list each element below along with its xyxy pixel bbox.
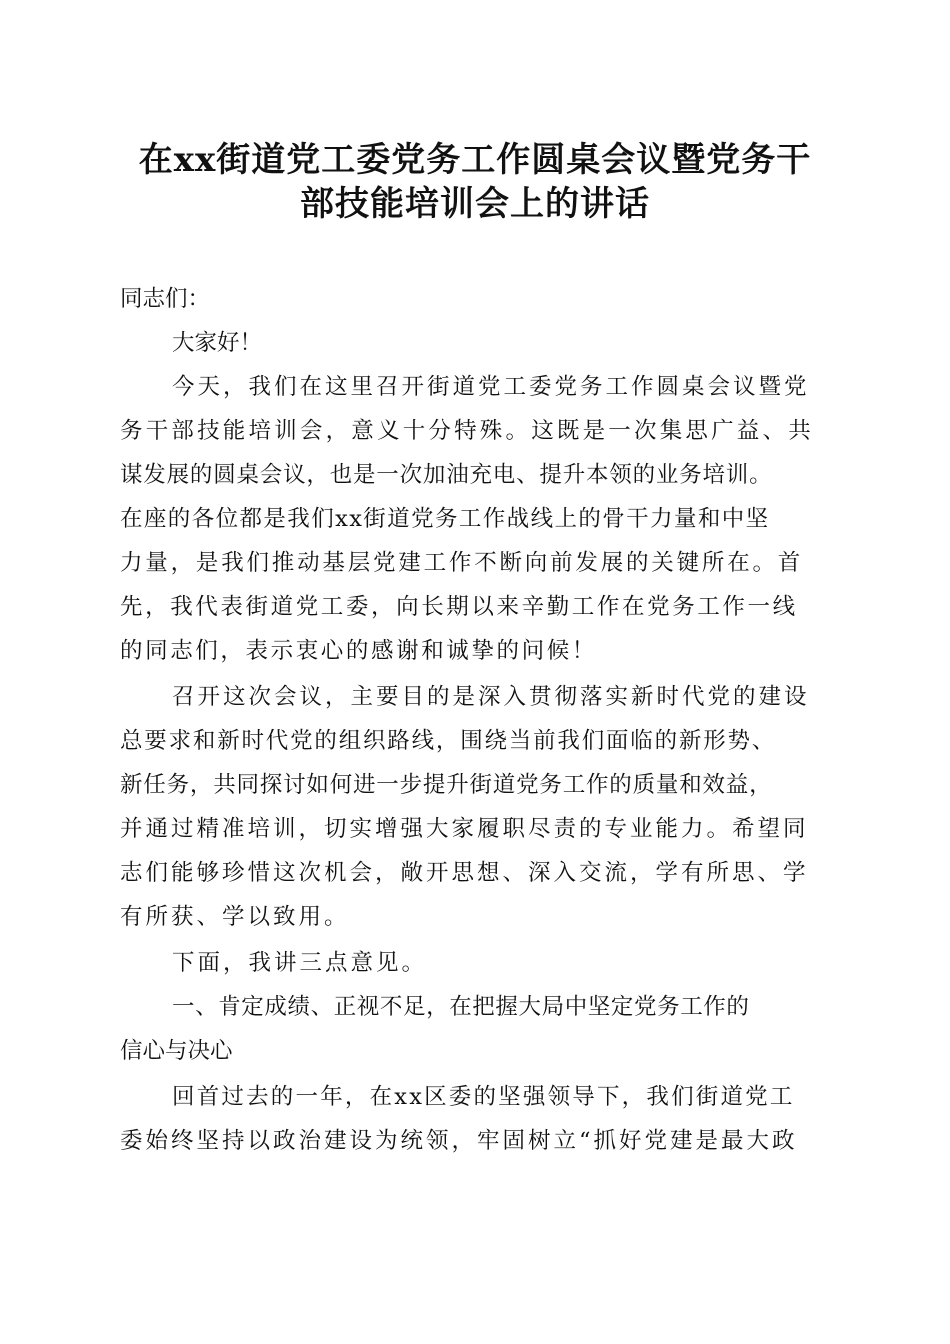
paragraph-1-line: 谋发展的圆桌会议，也是一次加油充电、提升本领的业务培训。 [120,462,773,488]
paragraph-4-line: 回首过去的一年，在xx区委的坚强领导下，我们街道党工 [172,1084,795,1110]
paragraph-1-line: 在座的各位都是我们xx街道党务工作战线上的骨干力量和中坚 [120,506,770,532]
paragraph-2-line: 召开这次会议，主要目的是深入贯彻落实新时代党的建设 [172,684,810,710]
paragraph-2-line: 新任务，共同探讨如何进一步提升街道党务工作的质量和效益， [120,772,773,798]
paragraph-2-line: 并通过精准培训，切实增强大家履职尽责的专业能力。希望同 [120,816,809,842]
paragraph-2-line: 总要求和新时代党的组织路线，围绕当前我们面临的新形势、 [120,728,777,754]
paragraph-1-line: 先，我代表街道党工委，向长期以来辛勤工作在党务工作一线 [120,594,798,620]
paragraph-2-line: 有所获、学以致用。 [120,904,350,930]
paragraph-1-line: 今天，我们在这里召开街道党工委党务工作圆桌会议暨党 [172,374,810,400]
paragraph-3: 下面，我讲三点意见。 [172,950,428,976]
document-title-line-1: 在xx街道党工委党务工作圆桌会议暨党务干 [138,140,812,180]
section-1-heading-line: 信心与决心 [120,1038,233,1064]
paragraph-4-line: 委始终坚持以政治建设为统领，牢固树立“抓好党建是最大政 [120,1128,798,1154]
section-1-heading-line: 一、肯定成绩、正视不足，在把握大局中坚定党务工作的 [172,994,750,1020]
salutation: 同志们： [120,286,211,312]
paragraph-1-line: 力量，是我们推动基层党建工作不断向前发展的关键所在。首 [120,550,804,576]
document-title-line-2: 部技能培训会上的讲话 [300,184,650,224]
paragraph-2-line: 志们能够珍惜这次机会，敞开思想、深入交流，学有所思、学 [120,860,809,886]
paragraph-1-line: 的同志们，表示衷心的感谢和诚挚的问候！ [120,638,597,664]
greeting: 大家好！ [172,330,263,356]
paragraph-1-line: 务干部技能培训会，意义十分特殊。这既是一次集思广益、共 [120,418,814,444]
